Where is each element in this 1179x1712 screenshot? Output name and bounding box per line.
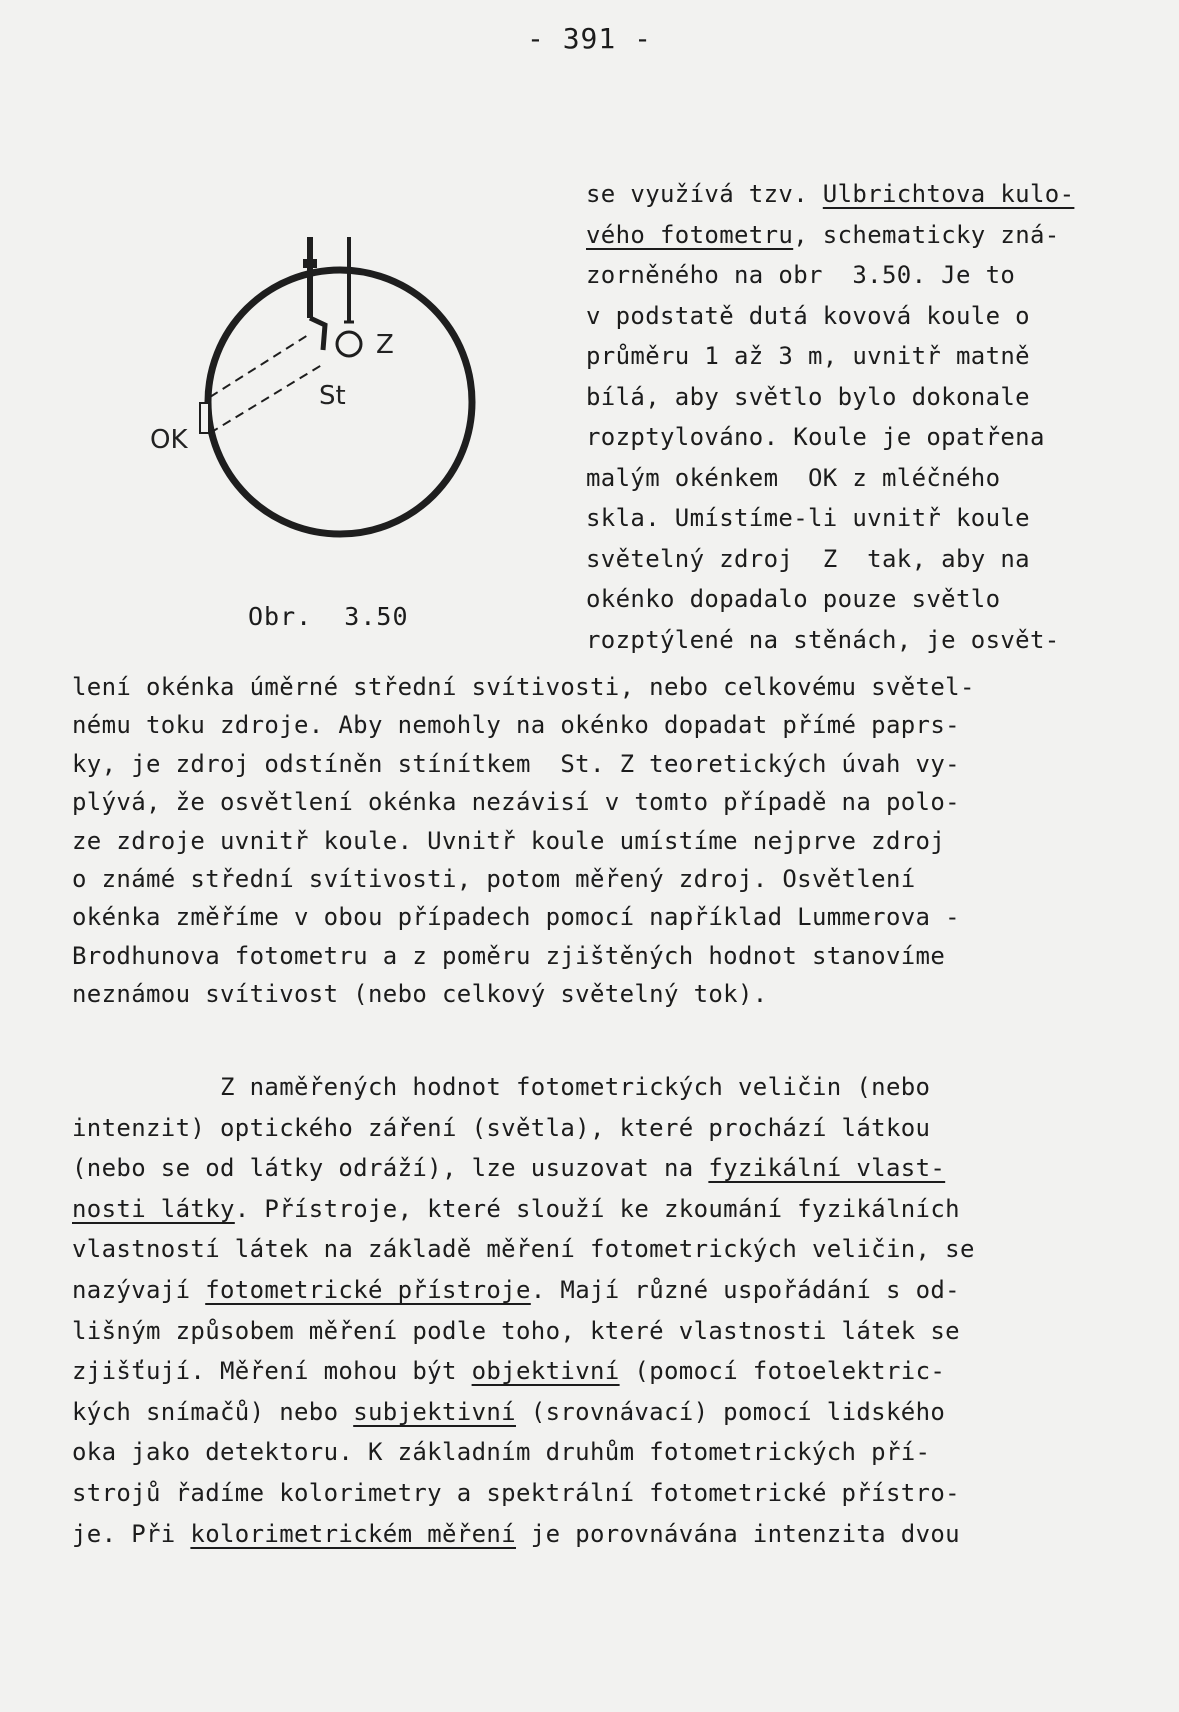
text-line [72,899,960,935]
text-run: ze zdroje uvnitř koule. Uvnitř koule umístíme nejprve zdroj [72,826,946,855]
text-run: průměru 1 až 3 m, uvnitř matně [586,342,1030,370]
text-line [586,541,1030,577]
light-source-bulb [337,332,361,356]
text-run: strojů řadíme kolorimetry a spektrální fotometrické přístro- [72,1479,960,1507]
label-z: Z [376,330,394,360]
text-line [72,861,916,897]
text-line [586,622,1060,658]
dashed-ray-lower [210,363,325,433]
text-line [586,460,1000,496]
text-run: (nebo se od látky odráží), lze usuzovat na [72,1154,709,1183]
text-line [72,1475,960,1511]
text-run: je. Při [72,1519,191,1548]
text-line [72,1191,960,1227]
text-run: nazývají [72,1276,206,1304]
text-line [72,669,975,705]
label-ok: OK [150,425,188,455]
text-run: (pomocí fotoelektric- [619,1357,946,1386]
text-line [72,1353,945,1389]
text-run: bílá, aby světlo bylo dokonale [586,382,1030,411]
text-run: , schematicky zná- [793,220,1060,249]
text-run: zorněného na obr 3.50. Je to [586,261,1016,289]
text-line [586,257,1015,293]
underlined-term: fyzikální vlast- [708,1154,946,1183]
underlined-term: vého fotometru [586,220,794,249]
text-run: . Mají různé uspořádání s od- [530,1276,960,1304]
text-line [72,1516,960,1552]
text-run: ky, je zdroj odstíněn stínítkem St. Z teoretických úvah vy- [72,749,960,778]
text-line [72,1150,945,1186]
figure-caption: Obr. 3.50 [248,602,409,631]
text-run: kých snímačů) nebo [72,1397,354,1426]
text-run: se využívá tzv. [586,180,823,208]
underlined-term: objektivní [471,1357,620,1386]
text-run: zjišťují. Měření mohou být [72,1357,472,1386]
underlined-term: kolorimetrickém měření [190,1519,516,1548]
text-run: je porovnávána intenzita dvou [516,1519,960,1548]
text-line [586,379,1030,415]
text-run: rozptýlené na stěnách, je osvět- [586,625,1060,654]
text-line [586,338,1030,374]
text-run: Brodhunova fotometru a z poměru zjištěných hodnot stanovíme [72,941,946,970]
text-line [72,1313,960,1349]
text-line [72,746,960,782]
text-run: vlastností látek na základě měření fotometrických veličin, se [72,1235,975,1264]
text-line [586,500,1030,536]
screen-st [310,318,325,350]
text-run: (srovnávací) pomocí lidského [515,1397,946,1426]
text-line [586,176,1074,212]
text-line [72,1272,960,1308]
text-line [72,976,768,1012]
text-run: neznámou svítivost (nebo celkový světelný tok). [72,980,768,1009]
text-run: nému toku zdroje. Aby nemohly na okénko dopadat přímé paprs- [72,711,960,740]
text-line [72,1434,930,1470]
page-number: - 391 - [526,22,652,55]
text-run: Z naměřených hodnot fotometrických veličin (nebo [72,1073,931,1101]
text-line [586,581,1000,617]
label-st: St [319,381,346,411]
text-line [72,1394,945,1430]
text-line [586,298,1030,334]
sphere-diagram [120,185,560,585]
text-run: intenzit) optického záření (světla), které prochází látkou [72,1113,931,1142]
text-run: . Přístroje, které slouží ke zkoumání fyzikálních [234,1194,960,1223]
text-run: v podstatě dutá kovová koule o [586,301,1030,330]
underlined-term: Ulbrichtova kulo- [822,180,1075,208]
text-run: malým okénkem OK z mléčného [586,463,1001,492]
text-line [586,217,1060,253]
text-run: okénko dopadalo pouze světlo [586,585,1001,613]
text-run: světelný zdroj Z tak, aby na [586,544,1030,573]
text-run: rozptylováno. Koule je opatřena [586,423,1045,451]
text-run: o známé střední svítivosti, potom měřený zdroj. Osvětlení [72,865,916,893]
text-run: lišným způsobem měření podle toho, které vlastnosti látek se [72,1316,960,1345]
underlined-term: fotometrické přístroje [205,1276,531,1304]
ulbricht-sphere-figure [120,185,560,585]
text-line [72,1231,975,1267]
text-line [72,823,945,859]
text-line [72,707,960,743]
underlined-term: subjektivní [353,1397,516,1426]
window-ok [200,403,209,433]
underlined-term: nosti látky [72,1194,235,1223]
text-run: lení okénka úměrné střední svítivosti, nebo celkovému světel- [72,673,975,701]
text-run: plývá, že osvětlení okénka nezávisí v tomto případě na polo- [72,788,960,817]
text-line [586,419,1045,455]
text-run: oka jako detektoru. K základním druhům fotometrických pří- [72,1438,931,1467]
text-line [72,1069,930,1105]
text-line [72,938,945,974]
text-line [72,1110,930,1146]
text-run: okénka změříme v obou případech pomocí například Lummerova - [72,903,960,932]
text-line [72,784,960,820]
text-run: skla. Umístíme-li uvnitř koule [586,504,1030,532]
